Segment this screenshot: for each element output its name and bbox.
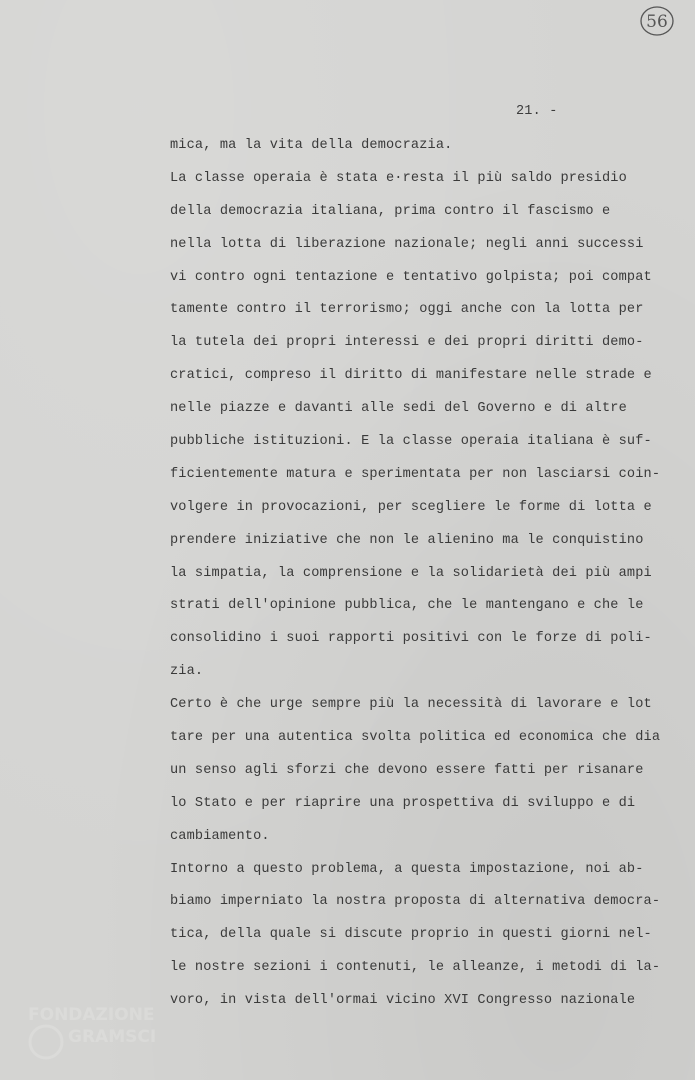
- text-line: cratici, compreso il diritto di manifestare nelle strade e: [170, 368, 652, 384]
- text-line: la simpatia, la comprensione e la solidarietà dei più ampi: [170, 565, 652, 581]
- text-line: cambiamento.: [170, 828, 270, 844]
- text-line: pubbliche istituzioni. E la classe operaia italiana è suf-: [170, 434, 652, 450]
- text-line: strati dell'opinione pubblica, che le mantengano e che le: [170, 598, 644, 614]
- text-line: La classe operaia è stata e·resta il più saldo presidio: [170, 170, 627, 186]
- text-line: la tutela dei propri interessi e dei propri diritti demo-: [170, 335, 644, 351]
- text-line: nella lotta di liberazione nazionale; negli anni successi: [170, 236, 644, 252]
- handwritten-page-number-stamp: [638, 4, 676, 38]
- page-reference: 21. -: [516, 104, 558, 119]
- text-line: mica, ma la vita della democrazia.: [170, 138, 453, 153]
- text-line: lo Stato e per riaprire una prospettiva di sviluppo e di: [170, 795, 636, 811]
- text-line: le nostre sezioni i contenuti, le alleanze, i metodi di la-: [170, 960, 661, 976]
- text-line: tare per una autentica svolta politica ed economica che dia: [170, 730, 661, 746]
- text-line: Certo è che urge sempre più la necessità di lavorare e lot: [170, 697, 652, 713]
- text-line: della democrazia italiana, prima contro il fascismo e: [170, 203, 611, 219]
- text-line: Intorno a questo problema, a questa impostazione, noi ab-: [170, 861, 644, 877]
- text-line: vi contro ogni tentazione e tentativo golpista; poi compat: [170, 269, 652, 285]
- text-line: ficientemente matura e sperimentata per non lasciarsi coin-: [170, 466, 661, 482]
- text-line: voro, in vista dell'ormai vicino XVI Congresso nazionale: [170, 993, 636, 1009]
- stamp-number: 56: [646, 12, 668, 32]
- watermark-line-2: GRAMSCI: [68, 1027, 157, 1047]
- watermark-line-1: FONDAZIONE: [28, 1005, 155, 1025]
- typewritten-body: [170, 135, 670, 1023]
- text-line: nelle piazze e davanti alle sedi del Governo e di altre: [170, 401, 627, 417]
- text-line: tica, della quale si discute proprio in questi giorni nel-: [170, 927, 652, 943]
- text-line: volgere in provocazioni, per scegliere le forme di lotta e: [170, 499, 652, 515]
- text-line: un senso agli sforzi che devono essere fatti per risanare: [170, 762, 644, 778]
- text-line: consolidino i suoi rapporti positivi con le forze di poli-: [170, 631, 652, 647]
- foundation-watermark: [24, 998, 174, 1068]
- text-line: zia.: [170, 664, 204, 680]
- text-line: biamo imperniato la nostra proposta di alternativa democra-: [170, 894, 661, 910]
- text-line: tamente contro il terrorismo; oggi anche con la lotta per: [170, 302, 644, 318]
- text-line: prendere iniziative che non le alienino ma le conquistino: [170, 532, 644, 548]
